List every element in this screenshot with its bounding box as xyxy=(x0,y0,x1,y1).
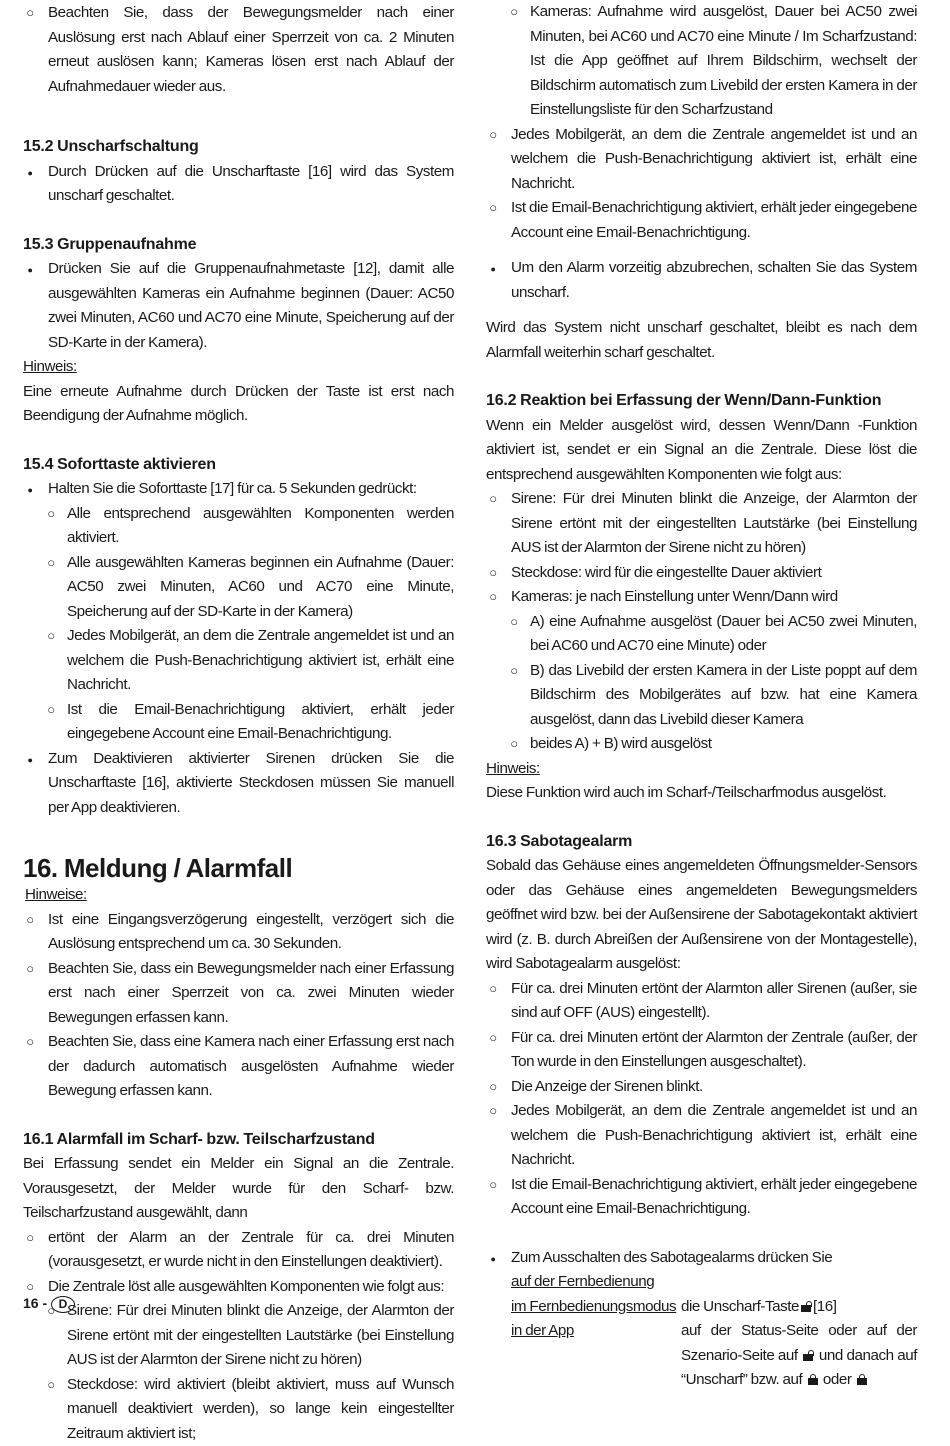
list-item: ○ Beachten Sie, dass der Bewegungsmelder nach einer Auslösung erst nach Ablauf einer Sperrzeit von ca. 2 Minuten erneut auslösen kann; Kameras lösen erst nach Ablauf der Aufnahmedauer wieder aus. xyxy=(23,1,454,99)
note-label: Hinweise: xyxy=(23,883,454,908)
bullet-dot-icon xyxy=(23,477,37,503)
lock-closed-icon xyxy=(808,1374,818,1385)
list-item: ○ Ist eine Eingangsverzögerung eingestellt, verzögert sich die Auslösung entsprechend um ca. 30 Sekunden. xyxy=(23,908,454,957)
chapter-heading-16: 16. Meldung / Alarmfall xyxy=(23,853,454,883)
list-item: ● Zum Ausschalten des Sabotagealarms drücken Sie xyxy=(486,1246,917,1271)
bullet-ring-icon xyxy=(507,0,521,25)
sub-list-item: ○ Kameras: Aufnahme wird ausgelöst, Dauer bei AC50 zwei Minuten, bei AC60 und AC70 eine Minute / Im Scharfzustand: Ist die App geöffnet auf Ihrem Bildschirm, wechselt der Bildschirm automatisch zum Livebild der ersten Kamera in der Einstellungsliste für den Scharfzustand xyxy=(486,0,917,123)
list-item: ○ Für ca. drei Minuten ertönt der Alarmton der Zentrale (außer, der Ton wurde in den Einstellungen ausgeschaltet). xyxy=(486,1026,917,1075)
list-item: ○ Die Zentrale löst alle ausgewählten Komponenten wie folgt aus: xyxy=(23,1275,454,1300)
section-heading-15-2: 15.2 Unscharfschaltung xyxy=(23,135,454,160)
section-heading-16-2: 16.2 Reaktion bei Erfassung der Wenn/Dann-Funktion xyxy=(486,389,917,414)
sub-list-item: ○ beides A) + B) wird ausgelöst xyxy=(486,732,917,757)
note-text: Diese Funktion wird auch im Scharf-/Teilscharfmodus ausgelöst. xyxy=(486,781,917,806)
sub-list-item: ○ B) das Livebild der ersten Kamera in der Liste poppt auf dem Bildschirm des Mobilgerätes auf bzw. hat eine Kamera ausgelöst, dann das Livebild dieser Kamera xyxy=(486,659,917,733)
lock-partial-icon xyxy=(857,1374,867,1385)
bullet-ring-icon xyxy=(507,610,521,635)
remote-mode-value: die Unscharf-Taste [16] xyxy=(681,1295,917,1320)
bullet-ring-icon xyxy=(44,1373,58,1398)
list-item: ○ Steckdose: wird für die eingestellte Dauer aktiviert xyxy=(486,561,917,586)
bullet-ring-icon xyxy=(486,196,500,221)
list-item: ● Drücken Sie auf die Gruppenaufnahmetaste [12], damit alle ausgewählten Kameras ein Aufnahme beginnen (Dauer: AC50 zwei Minuten, AC60 und AC70 eine Minute, Speicherung auf der SD-Karte in der Kamera). xyxy=(23,257,454,355)
sub-list-item: ○ Ist die Email-Benachrichtigung aktiviert, erhält jeder eingegebene Account eine Email-Benachrichtigung. xyxy=(23,698,454,747)
bullet-ring-icon xyxy=(486,977,500,1002)
list-item: ○ Beachten Sie, dass eine Kamera nach einer Erfassung erst nach der dadurch automatisch ausgelösten Aufnahme wieder Bewegung erfassen kann. xyxy=(23,1030,454,1104)
section-heading-15-4: 15.4 Soforttaste aktivieren xyxy=(23,453,454,478)
bullet-dot-icon xyxy=(486,256,500,282)
list-item: ○ Jedes Mobilgerät, an dem die Zentrale angemeldet ist und an welchem die Push-Benachrichtigung aktiviert ist, erhält eine Nachricht. xyxy=(486,123,917,197)
list-item: ○ Die Anzeige der Sirenen blinkt. xyxy=(486,1075,917,1100)
body-text: Wird das System nicht unscharf geschaltet, bleibt es nach dem Alarmfall weiterhin scharf geschaltet. xyxy=(486,316,917,365)
list-item: ○ ertönt der Alarm an der Zentrale für ca. drei Minuten (vorausgesetzt, er wurde nicht in den Einstellungen deaktiviert). xyxy=(23,1226,454,1275)
sub-list-item: ○ Jedes Mobilgerät, an dem die Zentrale angemeldet ist und an welchem die Push-Benachrichtigung aktiviert ist, erhält eine Nachricht. xyxy=(23,624,454,698)
app-value: auf der Status-Seite oder auf der Szenario-Seite auf und danach auf “Unscharf” bzw. auf oder xyxy=(681,1319,917,1393)
bullet-ring-icon xyxy=(486,487,500,512)
disarm-instructions xyxy=(511,1270,917,1393)
page-footer xyxy=(23,1295,75,1313)
list-item: ○ Sirene: Für drei Minuten blinkt die Anzeige, der Alarmton der Sirene ertönt mit der eingestellten Lautstärke (bei Einstellung AUS ist der Alarmton der Sirene nicht zu hören) xyxy=(486,487,917,561)
lock-open-icon xyxy=(801,1301,811,1312)
bullet-dot-icon xyxy=(486,1246,500,1272)
sub-list-item: ○ A) eine Aufnahme ausgelöst (Dauer bei AC50 zwei Minuten, bei AC60 und AC70 eine Minute) oder xyxy=(486,610,917,659)
list-item: ● Zum Deaktivieren aktivierter Sirenen drücken Sie die Unscharftaste [16], aktivierte Steckdosen müssen Sie manuell per App deaktivieren. xyxy=(23,747,454,821)
bullet-dot-icon xyxy=(23,160,37,186)
bullet-ring-icon xyxy=(23,1,37,26)
note-text: Eine erneute Aufnahme durch Drücken der Taste ist erst nach Beendigung der Aufnahme möglich. xyxy=(23,380,454,429)
remote-label: auf der Fernbedienung xyxy=(511,1270,681,1295)
list-item: ○ Jedes Mobilgerät, an dem die Zentrale angemeldet ist und an welchem die Push-Benachrichtigung aktiviert ist, erhält eine Nachricht. xyxy=(486,1099,917,1173)
bullet-ring-icon xyxy=(44,624,58,649)
right-column xyxy=(486,0,917,1393)
list-item: ● Um den Alarm vorzeitig abzubrechen, schalten Sie das System unscharf. xyxy=(486,256,917,305)
sub-list-item: ○ Alle entsprechend ausgewählten Komponenten werden aktiviert. xyxy=(23,502,454,551)
bullet-ring-icon xyxy=(486,1099,500,1124)
note-label: Hinweis: xyxy=(23,355,454,380)
list-item: ○ Kameras: je nach Einstellung unter Wenn/Dann wird xyxy=(486,585,917,610)
language-badge: D xyxy=(51,1296,75,1313)
bullet-ring-icon xyxy=(23,1226,37,1251)
body-text: Sobald das Gehäuse eines angemeldeten Öffnungsmelder-Sensors oder das Gehäuse eines angemeldeten Bewegungsmelders geöffnet wird bzw. bei der Außensirene der Sabotagekontakt aktiviert wird (z. B. durch Abreißen der Außensirene von der Montagestelle), wird Sabotagealarm ausgelöst: xyxy=(486,854,917,977)
bullet-ring-icon xyxy=(486,1173,500,1198)
bullet-ring-icon xyxy=(23,1030,37,1055)
bullet-dot-icon xyxy=(23,257,37,283)
bullet-dot-icon xyxy=(23,747,37,773)
bullet-ring-icon xyxy=(507,659,521,684)
body-text: Wenn ein Melder ausgelöst wird, dessen Wenn/Dann -Funktion aktiviert ist, sendet er ein Signal an die Zentrale. Diese löst die entsprechend ausgewählten Komponenten wie folgt aus: xyxy=(486,414,917,488)
bullet-ring-icon xyxy=(44,698,58,723)
sub-list-item: ○ Alle ausgewählten Kameras beginnen ein Aufnahme (Dauer: AC50 zwei Minuten, AC60 und AC70 eine Minute, Speicherung auf der SD-Karte in der Kamera) xyxy=(23,551,454,625)
bullet-ring-icon xyxy=(486,585,500,610)
lock-open-icon xyxy=(803,1350,813,1361)
list-item: ○ Ist die Email-Benachrichtigung aktiviert, erhält jeder eingegebene Account eine Email-Benachrichtigung. xyxy=(486,196,917,245)
section-heading-15-3: 15.3 Gruppenaufnahme xyxy=(23,233,454,258)
app-label: in der App xyxy=(511,1319,681,1393)
list-item: ● Durch Drücken auf die Unscharftaste [16] wird das System unscharf geschaltet. xyxy=(23,160,454,209)
sub-list-item: ○ Steckdose: wird aktiviert (bleibt aktiviert, muss auf Wunsch manuell deaktiviert werden), so lange kein eingestellter Zeitraum aktiviert ist; xyxy=(23,1373,454,1446)
bullet-ring-icon xyxy=(507,732,521,757)
bullet-ring-icon xyxy=(486,1026,500,1051)
note-label: Hinweis: xyxy=(486,757,917,782)
bullet-ring-icon xyxy=(23,908,37,933)
bullet-ring-icon xyxy=(486,561,500,586)
list-item: ○ Beachten Sie, dass ein Bewegungsmelder nach einer Erfassung erst nach einer Sperrzeit von ca. zwei Minuten wieder Bewegungen erfassen kann. xyxy=(23,957,454,1031)
left-column xyxy=(23,0,454,1446)
bullet-ring-icon xyxy=(23,957,37,982)
sub-list-item: ○ Sirene: Für drei Minuten blinkt die Anzeige, der Alarmton der Sirene ertönt mit der eingestellten Lautstärke (bei Einstellung AUS ist der Alarmton der Sirene nicht zu hören) xyxy=(23,1299,454,1373)
body-text: Bei Erfassung sendet ein Melder ein Signal an die Zentrale. Vorausgesetzt, der Melder wurde für den Scharf- bzw. Teilscharfzustand ausgewählt, dann xyxy=(23,1152,454,1226)
list-item: ○ Für ca. drei Minuten ertönt der Alarmton aller Sirenen (außer, sie sind auf OFF (AUS) eingestellt). xyxy=(486,977,917,1026)
section-heading-16-3: 16.3 Sabotagealarm xyxy=(486,830,917,855)
bullet-ring-icon xyxy=(44,551,58,576)
section-heading-16-1: 16.1 Alarmfall im Scharf- bzw. Teilscharfzustand xyxy=(23,1128,454,1153)
bullet-ring-icon xyxy=(486,123,500,148)
bullet-ring-icon xyxy=(44,502,58,527)
remote-mode-label: im Fernbedienungsmodus xyxy=(511,1295,681,1320)
bullet-ring-icon xyxy=(486,1075,500,1100)
list-item: ● Halten Sie die Soforttaste [17] für ca. 5 Sekunden gedrückt: xyxy=(23,477,454,502)
page-number: 16 - xyxy=(23,1295,47,1311)
list-item: ○ Ist die Email-Benachrichtigung aktiviert, erhält jeder eingegebene Account eine Email-Benachrichtigung. xyxy=(486,1173,917,1222)
